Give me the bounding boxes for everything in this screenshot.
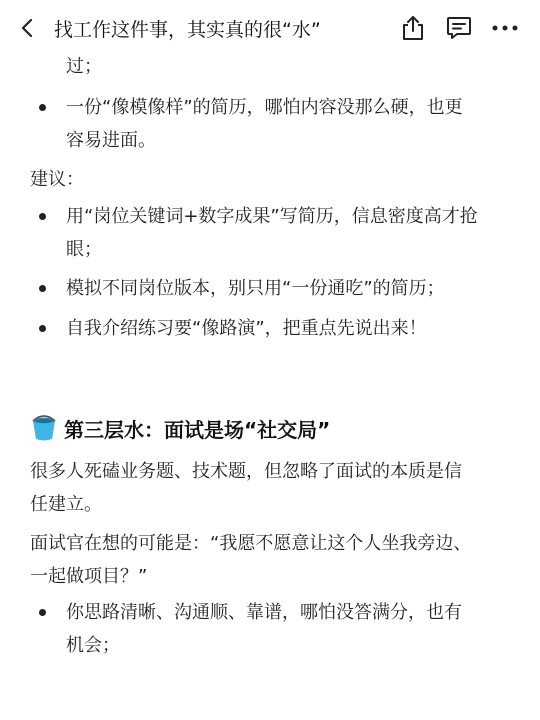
bucket-emoji-icon	[30, 415, 58, 443]
advice-label: 建议：	[30, 169, 84, 190]
back-button[interactable]	[8, 8, 48, 48]
paragraph-text: 很多人死磕业务题、技术题，但忽略了面试的本质是信	[30, 461, 462, 482]
comment-button[interactable]	[436, 8, 482, 48]
section-heading	[30, 414, 330, 443]
paragraph-text: 面试官在想的可能是：“我愿不愿意让这个人坐我旁边、	[30, 533, 472, 554]
more-icon	[491, 24, 519, 32]
bullet-dot	[39, 213, 46, 220]
bullet-text: 一份“像模像样”的简历，哪怕内容没那么硬，也更	[66, 97, 463, 118]
bullet-dot	[39, 325, 46, 332]
bullet-text: 容易进面。	[66, 130, 156, 151]
bullet-dot	[39, 609, 46, 616]
share-icon	[400, 14, 426, 42]
page-title: 找工作这件事，其实真的很“水”	[54, 18, 321, 41]
bullet-text: 自我介绍练习要“像路演”，把重点先说出来！	[66, 318, 427, 339]
bullet-dot	[39, 285, 46, 292]
section-heading-text: 第三层水：面试是场“社交局”	[64, 418, 331, 442]
header-actions	[390, 8, 528, 48]
paragraph-text: 一起做项目？”	[30, 566, 148, 587]
bullet-text: 你思路清晰、沟通顺、靠谱，哪怕没答满分，也有	[66, 602, 462, 623]
bullet-text: 用“岗位关键词+数字成果”写简历，信息密度高才抢	[66, 206, 478, 227]
bullet-text: 模拟不同岗位版本，别只用“一份通吃”的简历；	[66, 278, 445, 299]
share-button[interactable]	[390, 8, 436, 48]
bullet-text: 机会；	[66, 635, 120, 656]
article-body	[0, 56, 540, 720]
bullet-continuation: 过；	[66, 56, 102, 77]
top-bar	[0, 0, 540, 56]
more-button[interactable]	[482, 8, 528, 48]
paragraph-text: 任建立。	[30, 494, 102, 515]
comment-icon	[445, 15, 473, 41]
bullet-dot	[39, 104, 46, 111]
bullet-text: 眼；	[66, 239, 102, 260]
chevron-left-icon	[17, 17, 39, 39]
